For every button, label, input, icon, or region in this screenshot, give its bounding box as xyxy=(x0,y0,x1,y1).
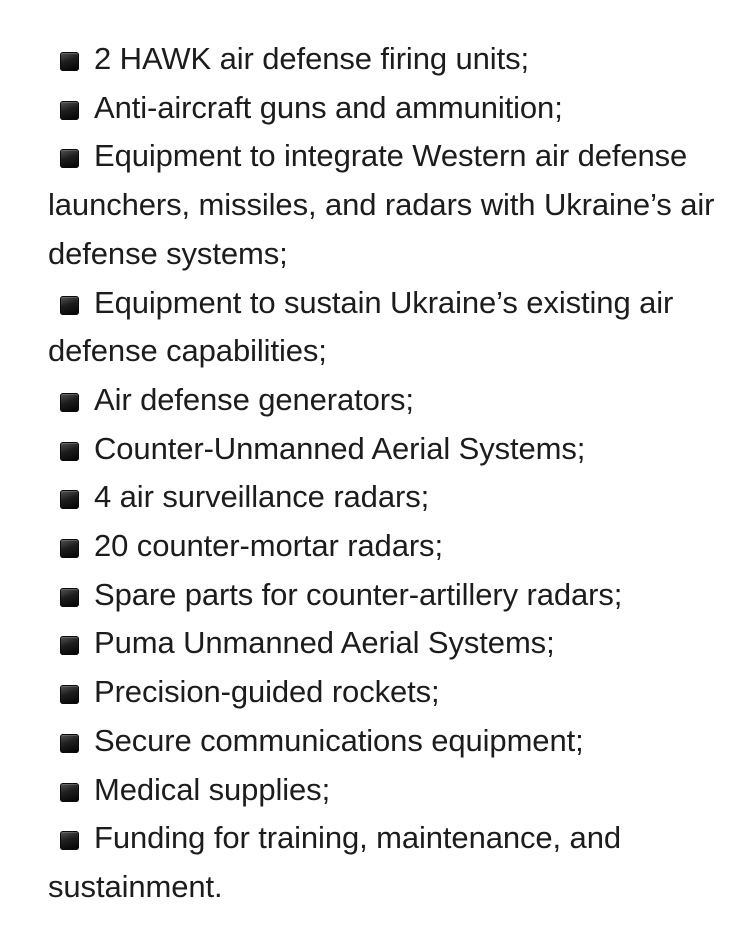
black-square-bullet-icon xyxy=(48,604,94,605)
list-item xyxy=(48,522,738,571)
list-item xyxy=(48,668,738,717)
list-item-text: Puma Unmanned Aerial Systems; xyxy=(94,625,555,661)
list-item xyxy=(48,814,738,911)
black-square-bullet-icon xyxy=(48,847,94,848)
list-item xyxy=(48,132,738,278)
list-item-text: Air defense generators; xyxy=(94,381,414,417)
list-item xyxy=(48,279,738,376)
list-item-text: Medical supplies; xyxy=(94,771,331,807)
black-square-bullet-icon xyxy=(48,701,94,702)
list-item xyxy=(48,717,738,766)
black-square-bullet-icon xyxy=(48,117,94,118)
list-item-text: 2 HAWK air defense firing units; xyxy=(94,41,530,76)
black-square-bullet-icon xyxy=(48,68,94,69)
black-square-bullet-icon xyxy=(48,165,94,166)
black-square-bullet-icon xyxy=(48,312,94,313)
list-item xyxy=(48,473,738,522)
list-item xyxy=(48,766,738,815)
list-item xyxy=(48,425,738,474)
aid-package-list xyxy=(48,35,738,912)
black-square-bullet-icon xyxy=(48,506,94,507)
black-square-bullet-icon xyxy=(48,409,94,410)
black-square-bullet-icon xyxy=(48,652,94,653)
black-square-bullet-icon xyxy=(48,555,94,556)
list-item-text: Counter-Unmanned Aerial Systems; xyxy=(94,430,586,466)
black-square-bullet-icon xyxy=(48,458,94,459)
black-square-bullet-icon xyxy=(48,750,94,751)
list-item-text: Anti-aircraft guns and ammunition; xyxy=(94,89,563,125)
list-item-text: Equipment to sustain Ukraine’s existing air defense capabilities; xyxy=(48,284,674,369)
list-item-text: 20 counter-mortar radars; xyxy=(94,528,443,564)
list-item-text: Spare parts for counter-artillery radars; xyxy=(94,576,623,612)
list-item xyxy=(48,571,738,620)
list-item xyxy=(48,376,738,425)
black-square-bullet-icon xyxy=(48,799,94,800)
list-item-text: Secure communications equipment; xyxy=(94,722,584,758)
list-item-text: Funding for training, maintenance, and sustainment. xyxy=(48,820,621,904)
list-item xyxy=(48,35,738,84)
list-item xyxy=(48,84,738,133)
list-item-text: Equipment to integrate Western air defense launchers, missiles, and radars with Ukraine’s air defense systems; xyxy=(48,138,715,271)
list-item xyxy=(48,619,738,668)
list-item-text: Precision-guided rockets; xyxy=(94,674,440,710)
list-item-text: 4 air surveillance radars; xyxy=(94,479,430,515)
